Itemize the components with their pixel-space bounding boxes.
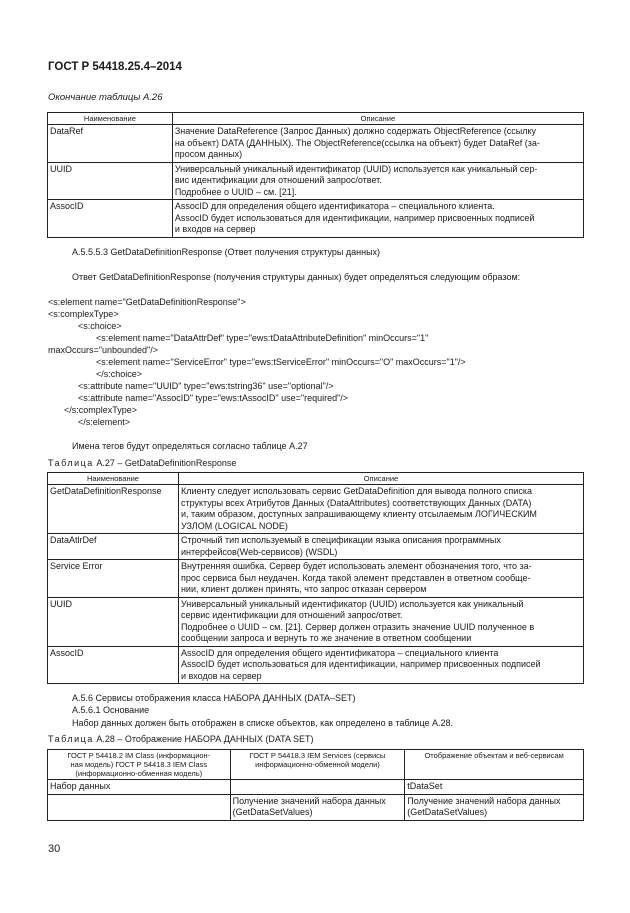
desc-line: AssocID будет использоваться для идентификации, например присвоенных подписей [180,659,541,669]
desc-line: AssocID для определения общего идентификатора – специального клиента. [174,201,495,211]
table-header-row [48,113,584,125]
section-sub-a561: А.5.6.1 Основание [72,705,150,715]
table-a28 [47,749,584,821]
table-header-row [48,473,584,485]
cell-service [230,794,405,820]
cell-mapping: tDataSet [405,780,584,795]
column-header-iem-services [230,750,405,780]
desc-line: и входов на сервер [174,224,256,234]
desc-line: интерфейсов(Web-сервисов) (WSDL) [180,546,338,557]
table-a28-caption [48,734,314,744]
desc-line: Универсальный уникальный идентификатор (UUID) используется как уникальный [180,598,524,609]
desc-line: AssocID будет использоваться для идентификации, например присвоенных подписей [174,212,535,223]
cell-description [172,200,583,238]
desc-line: Подробнее о UUID – см. [21]. Сервер должен отразить значение UUID полученное в [180,621,535,632]
section-intro: Ответ GetDataDefinitionResponse (получения структуры данных) будет определяться следующим образом: [72,272,521,282]
section-text: Набор данных должен быть отображен в списке объектов, как определено в таблице А.28. [72,718,454,728]
cell-name: AssocID [48,200,173,238]
header-line: ГОСТ Р 54418.2 IM Class (информацион- [67,751,211,760]
table-a26 [47,112,584,238]
caption-word: Таблица [48,734,94,744]
table-row [48,125,584,163]
cell-description [172,162,583,200]
cell-name: GetDataDefinitionResponse [48,485,179,534]
table-row [48,794,584,820]
caption-text: А.28 – Отображение НАБОРА ДАННЫХ (DATA SET) [96,734,314,744]
cell-name: DataRef [48,125,173,163]
header-line: ГОСТ Р 54418.3 IEM Services (сервисы [249,751,386,760]
desc-line: структуры всех Атрибутов Данных (DataAttributes) соответствующих Данных (DATA) [180,497,532,508]
cell-description [178,485,583,534]
cell-name: AssocID [48,646,179,684]
code-line: <s:element name="GetDataDefinitionResponse"> [48,297,246,307]
cell-line: (GetDataSetValues) [407,807,488,817]
column-header-description: Описание [178,473,583,485]
cell-name: UUID [48,597,179,646]
desc-line: сообщении запроса и вернуть то же значение в ответном сообщении [180,633,472,643]
cell-service [230,780,405,795]
section-heading-a56: А.5.6 Сервисы отображения класса НАБОРА ДАННЫХ (DATA–SET) [72,693,356,703]
cell-line: Получение значений набора данных [407,795,561,806]
cell-mapping [405,794,584,820]
desc-line: Клиенту следует использовать сервис GetDataDefinition для вывода полного списка [180,486,532,496]
page-number: 30 [48,843,61,855]
desc-line: вис идентификации для отношений запрос/ответ. [174,175,382,185]
table-row [48,646,584,684]
table-a27-caption [48,458,236,468]
code-line: <s:element name="ServiceError" type="ews:tServiceError" minOccurs="O" maxOccurs="1"/> [96,357,466,367]
code-line: <s:element name="DataAttrDef" type="ews:tDataAttributeDefinition" minOccurs="1" [96,333,429,343]
header-line: (информационно-обменная модель) [75,769,203,778]
desc-line: и входов на сервер [180,670,262,681]
cell-description [178,534,583,560]
table-row [48,780,584,795]
desc-line: прос сервиса был неудачен. Когда такой элемент представлен в ответном сообще- [180,572,531,583]
table-row [48,560,584,598]
section-heading-a5553: А.5.5.5.3 GetDataDefinitionResponse (Ответ получения структуры данных) [72,247,381,257]
document-header: ГОСТ Р 54418.25.4–2014 [48,61,182,73]
cell-line: (GetDataSetValues) [232,807,313,817]
cell-name: UUID [48,162,173,200]
column-header-name: Наименование [48,473,179,485]
table-header-row [48,750,584,780]
cell-description [172,125,583,163]
cell-line: Получение значений набора данных [232,795,386,806]
table-row [48,485,584,534]
caption-text: А.27 – GetDataDefinitionResponse [96,458,237,468]
desc-line: сервис идентификации для отношений запрос/ответ. [180,610,403,620]
desc-line: Подробнее о UUID – см. [21]. [174,186,297,197]
code-line: </s:element> [78,417,131,427]
header-line: ная модель) ГОСТ Р 54418.3 IEM Class [70,760,208,769]
table-row [48,200,584,238]
code-line: <s:complexType> [48,309,119,319]
column-header-description: Описание [172,113,583,125]
desc-line: AssocID для определения общего идентификатора – специального клиента [180,647,499,658]
desc-line: на объект) DATA (ДАННЫХ). The ObjectReference(ссылка на объект) будет DataRef (за- [174,137,540,148]
table-row [48,597,584,646]
cell-name: Service Error [48,560,179,598]
code-line: maxOccurs="unbounded"/> [48,345,158,355]
cell-description [178,560,583,598]
desc-line: просом данных) [174,149,243,159]
code-line: <s:attribute name="UUID" type="ews:tstring36" use="optional"/> [78,381,334,391]
code-line: </s:complexType> [64,405,138,415]
cell-description [178,597,583,646]
table-row [48,534,584,560]
code-line: </s:choice> [96,369,143,379]
cell-im-class [48,794,231,820]
column-header-mapping: Отображение объектам и веб-сервисам [405,750,584,780]
tags-note: Имена тегов будут определяться согласно таблице А.27 [72,441,308,451]
code-line: <s:attribute name="AssocID" type="ews:tAssocID" use="required"/> [78,393,349,403]
table-a27 [47,472,584,684]
desc-line: Внутренняя ошибка. Сервер будет использовать элемент обозначения того, что за- [180,561,532,571]
cell-name: DataAtlrDef [48,534,179,560]
desc-line: и, таким образом, доступных запрашивающему клиенту отсылаемым ЛОГИЧЕСКИМ [180,509,537,519]
cell-description [178,646,583,684]
caption-word: Таблица [48,458,94,468]
desc-line: Строчный тип используемый в спецификации языка описания программных [180,535,501,545]
column-header-im-class [48,750,231,780]
table-row [48,162,584,200]
header-line: информационно-обменной модели) [255,760,380,769]
desc-line: Значение DataReference (Запрос Данных) должно содержать ObjectReference (ссылку [174,126,536,136]
code-line: <s:choice> [78,321,122,331]
table-continuation-label: Окончание таблицы А.26 [48,92,163,103]
column-header-name: Наименование [48,113,173,125]
desc-line: Универсальный уникальный идентификатор (UUID) используется как уникальный сер- [174,163,538,174]
desc-line: нии, клиент должен принять, что запрос отказан сервером [180,584,427,594]
cell-im-class: Набор данных [48,780,231,795]
desc-line: УЗЛОМ (LOGICAL NODE) [180,520,288,531]
